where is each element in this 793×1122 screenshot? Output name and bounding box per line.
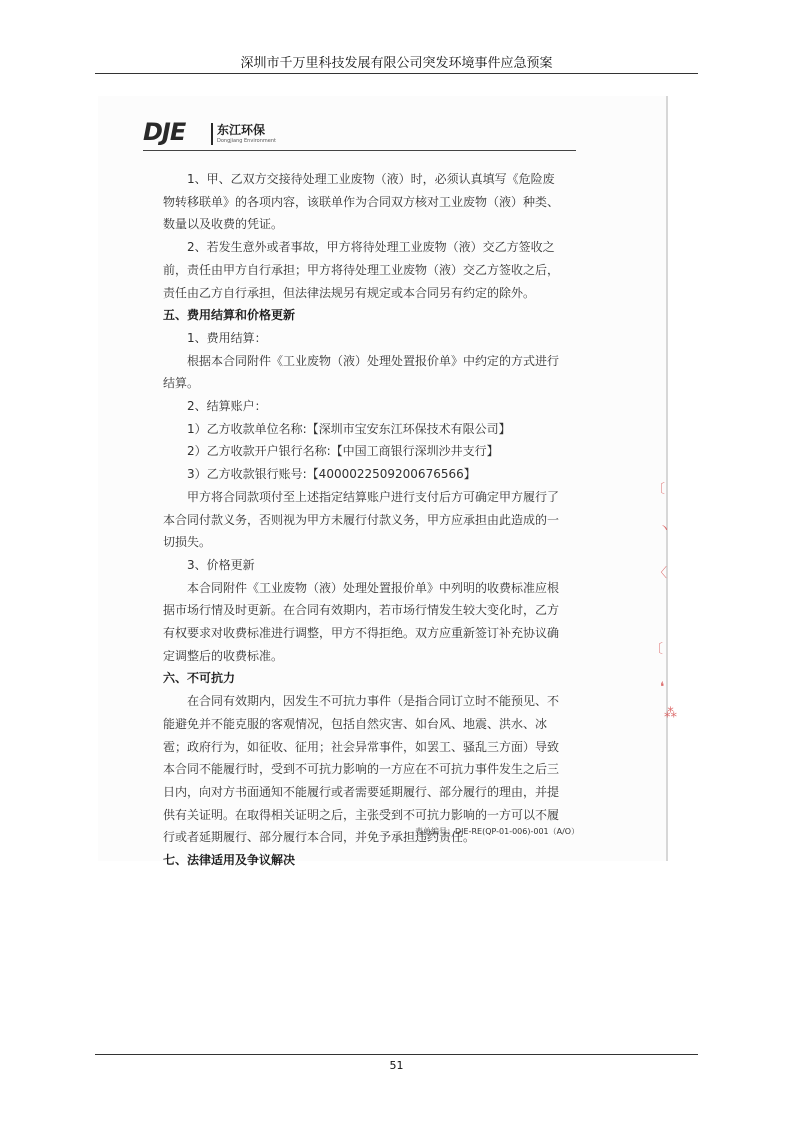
logo-rule — [143, 150, 576, 151]
red-seal-stamp: 〔 丶 〈 〔 ❛ ⁂ — [650, 482, 677, 721]
paragraph: 1、甲、乙双方交接待处理工业废物（液）时，必须认真填写《危险废物转移联单》的各项内容，该联单作为合同双方核对工业废物（液）种类、数量以及收费的凭证。 — [163, 172, 560, 232]
paragraph: 2）乙方收款开户银行名称:【中国工商银行深圳沙井支行】 — [187, 444, 499, 459]
page-header: 深圳市千万里科技发展有限公司突发环境事件应急预案 — [240, 56, 553, 71]
paragraph: 2、结算账户： — [187, 399, 267, 414]
section-heading: 五、费用结算和价格更新 — [163, 308, 296, 323]
logo-divider — [211, 123, 213, 145]
footer-rule — [95, 1054, 698, 1055]
paragraph: 3）乙方收款银行账号:【4000022509200676566】 — [187, 467, 476, 482]
logo-mark: DJE — [143, 118, 186, 146]
page-number: 51 — [389, 1059, 404, 1072]
logo-name-en: Dongjiang Environment — [217, 138, 276, 144]
paragraph: 甲方将合同款项付至上述指定结算账户进行支付后方可确定甲方履行了本合同付款义务，否则视为甲方未履行付款义务，甲方应承担由此造成的一切损失。 — [163, 489, 560, 550]
paragraph: 3、价格更新 — [187, 557, 255, 572]
header-rule — [95, 73, 698, 74]
paragraph: 根据本合同附件《工业废物（液）处理处置报价单》中约定的方式进行结算。 — [163, 353, 560, 391]
paragraph: 本合同附件《工业废物（液）处理处置报价单》中列明的收费标准应根据市场行情及时更新。在合同有效期内，若市场行情发生较大变化时，乙方有权要求对收费标准进行调整，甲方不得拒绝。双方应重新签订补充协议确定调整后的收费标准。 — [163, 580, 560, 663]
contract-body — [163, 168, 561, 872]
paragraph: 1）乙方收款单位名称:【深圳市宝安东江环保技术有限公司】 — [187, 421, 511, 436]
form-number: 表单编号：DJE-RE(QP-01-006)-001（A/O） — [415, 827, 580, 836]
paragraph: 2、若发生意外或者事故，甲方将待处理工业废物（液）交乙方签收之前，责任由甲方自行承担；甲方将待处理工业废物（液）交乙方签收之后，责任由乙方自行承担，但法律法规另有规定或本合同另有约定的除外。 — [163, 240, 560, 300]
section-heading: 七、法律适用及争议解决 — [163, 853, 296, 868]
section-heading: 六、不可抗力 — [163, 671, 236, 686]
paragraph: 在合同有效期内，因发生不可抗力事件（是指合同订立时不能预见、不能避免并不能克服的客观情况，包括自然灾害、如台风、地震、洪水、冰雹；政府行为，如征收、征用；社会异常事件，如罢工、骚乱三方面）导致本合同不能履行时，受到不可抗力影响的一方应在不可抗力事件发生之后三日内，向对方书面通知不能履行或者需要延期履行、部分履行的理由，并提供有关证明。在取得相关证明之后，主张受到不可抗力影响的一方可以不履行或者延期履行、部分履行本合同，并免予承担违约责任。 — [163, 694, 560, 845]
logo-name-cn: 东江环保 — [217, 123, 266, 137]
paragraph: 1、费用结算： — [187, 330, 267, 345]
